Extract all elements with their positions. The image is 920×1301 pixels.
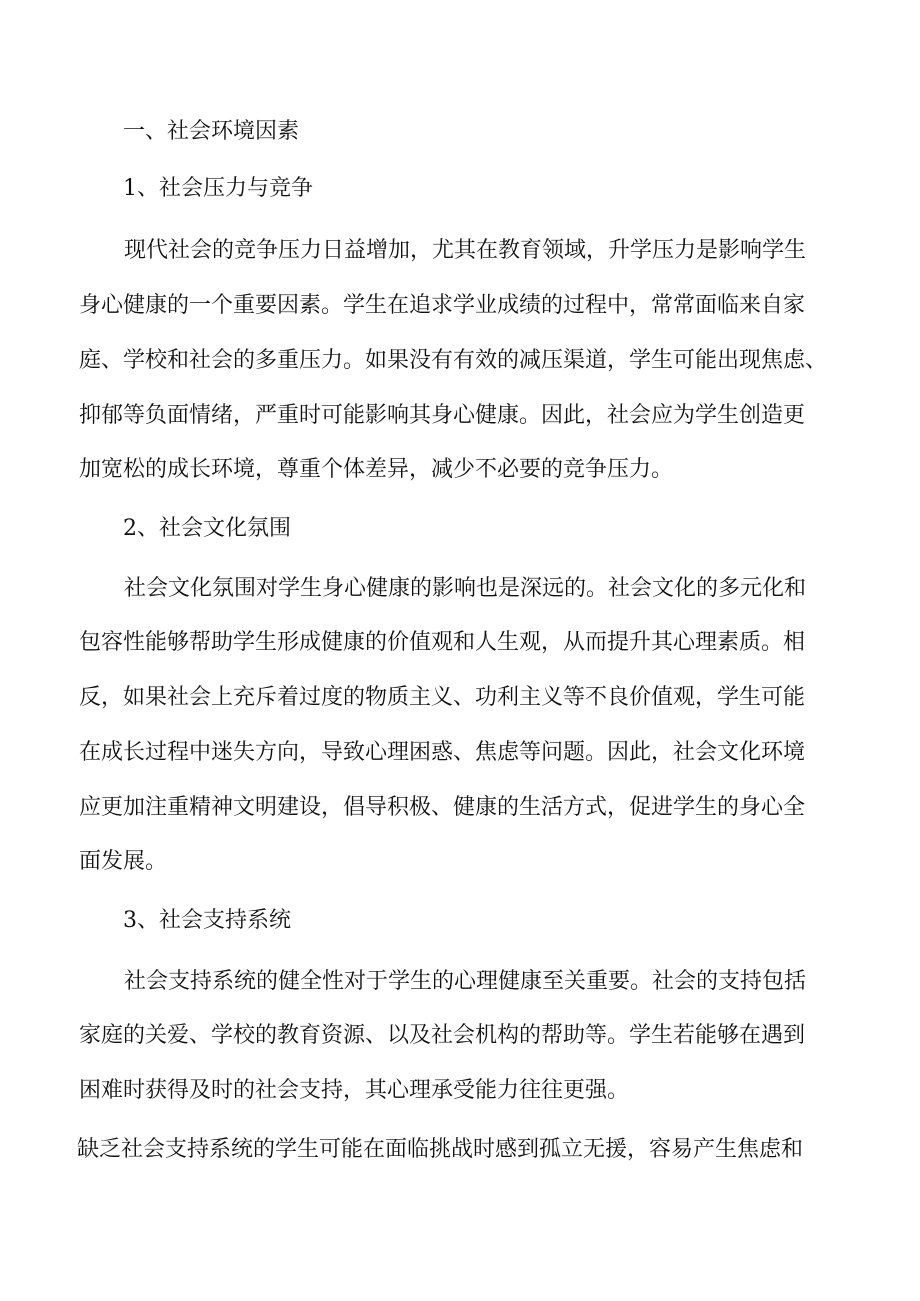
paragraph-line: 家庭的关爱、学校的教育资源、以及社会机构的帮助等。学生若能够在遇到 [79, 1023, 806, 1048]
paragraph-line: 社会文化氛围对学生身心健康的影响也是深远的。社会文化的多元化和 [124, 576, 807, 601]
subsection-title-2: 2、社会文化氛围 [123, 516, 291, 541]
paragraph-line: 面发展。 [79, 849, 168, 874]
paragraph-line: 在成长过程中迷失方向，导致心理困惑、焦虑等问题。因此，社会文化环境 [79, 740, 806, 765]
section-title: 一、社会环境因素 [123, 119, 300, 144]
subsection-title-1: 1、社会压力与竞争 [123, 176, 313, 201]
paragraph-line: 庭、学校和社会的多重压力。如果没有有效的减压渠道，学生可能出现焦虑、 [79, 348, 828, 373]
paragraph-line: 缺乏社会支持系统的学生可能在面临挑战时感到孤立无援，容易产生焦虑和 [77, 1137, 804, 1162]
subsection-title-3: 3、社会支持系统 [123, 908, 291, 933]
paragraph-line: 困难时获得及时的社会支持，其心理承受能力往往更强。 [79, 1078, 630, 1103]
paragraph-line: 抑郁等负面情绪，严重时可能影响其身心健康。因此，社会应为学生创造更 [79, 403, 806, 428]
paragraph-line: 加宽松的成长环境，尊重个体差异，减少不必要的竞争压力。 [79, 457, 674, 482]
paragraph-line: 应更加注重精神文明建设，倡导积极、健康的生活方式，促进学生的身心全 [79, 795, 806, 820]
paragraph-line: 包容性能够帮助学生形成健康的价值观和人生观，从而提升其心理素质。相 [79, 630, 806, 655]
paragraph-line: 身心健康的一个重要因素。学生在追求学业成绩的过程中，常常面临来自家 [79, 293, 806, 318]
paragraph-line: 现代社会的竞争压力日益增加，尤其在教育领域，升学压力是影响学生 [124, 238, 807, 263]
paragraph-line: 社会支持系统的健全性对于学生的心理健康至关重要。社会的支持包括 [124, 969, 807, 994]
paragraph-line: 反，如果社会上充斥着过度的物质主义、功利主义等不良价值观，学生可能 [79, 685, 806, 710]
